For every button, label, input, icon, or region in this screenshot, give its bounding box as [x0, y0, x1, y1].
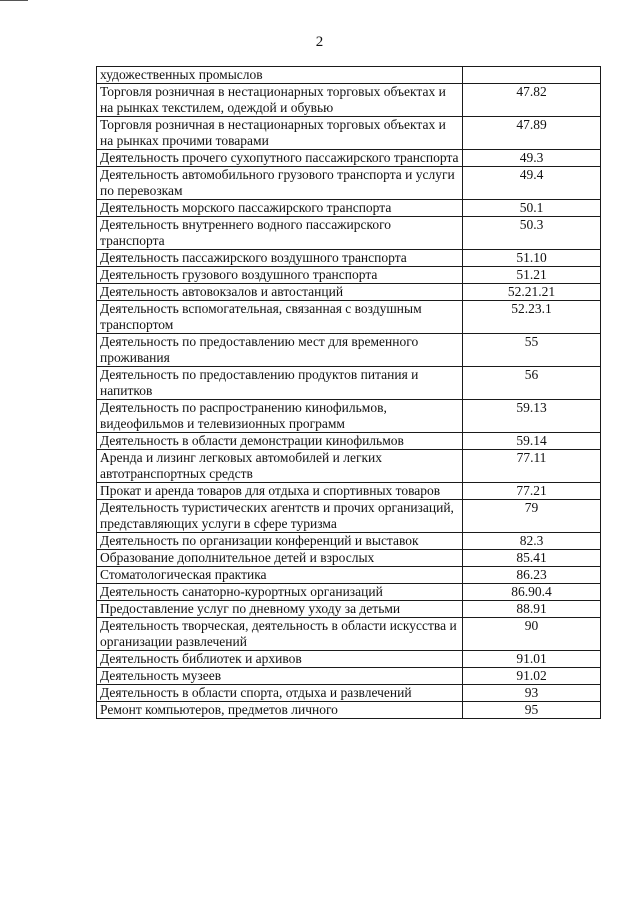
okved-code-cell: 52.23.1: [463, 301, 601, 334]
table-row: [97, 84, 601, 117]
table-row: [97, 433, 601, 450]
table-row: [97, 217, 601, 250]
activity-name-cell: Прокат и аренда товаров для отдыха и спортивных товаров: [97, 483, 463, 500]
activity-name-cell: Деятельность по предоставлению продуктов питания и напитков: [97, 367, 463, 400]
okved-code-cell: 56: [463, 367, 601, 400]
table-row: [97, 601, 601, 618]
okved-code-cell: 51.10: [463, 250, 601, 267]
table-row: [97, 67, 601, 84]
table-row: [97, 550, 601, 567]
table-row: [97, 668, 601, 685]
table-body: [97, 67, 601, 719]
activity-name-cell: Деятельность туристических агентств и прочих организаций, представляющих услуги в сфере туризма: [97, 500, 463, 533]
okved-code-cell: 55: [463, 334, 601, 367]
activity-name-cell: Деятельность прочего сухопутного пассажирского транспорта: [97, 150, 463, 167]
okved-code-cell: 90: [463, 618, 601, 651]
okved-code-cell: 50.3: [463, 217, 601, 250]
activity-name-cell: Деятельность автовокзалов и автостанций: [97, 284, 463, 301]
okved-code-cell: 91.02: [463, 668, 601, 685]
activity-name-cell: художественных промыслов: [97, 67, 463, 84]
activity-name-cell: Деятельность библиотек и архивов: [97, 651, 463, 668]
okved-code-cell: 59.13: [463, 400, 601, 433]
activity-name-cell: Деятельность автомобильного грузового транспорта и услуги по перевозкам: [97, 167, 463, 200]
okved-code-cell: 85.41: [463, 550, 601, 567]
table-row: [97, 250, 601, 267]
activity-name-cell: Стоматологическая практика: [97, 567, 463, 584]
activity-name-cell: Деятельность санаторно-курортных организаций: [97, 584, 463, 601]
activity-name-cell: Торговля розничная в нестационарных торговых объектах и на рынках текстилем, одеждой и обувью: [97, 84, 463, 117]
table-row: [97, 284, 601, 301]
activity-name-cell: Деятельность музеев: [97, 668, 463, 685]
table-row: [97, 533, 601, 550]
activity-name-cell: Аренда и лизинг легковых автомобилей и легких автотранспортных средств: [97, 450, 463, 483]
activity-name-cell: Предоставление услуг по дневному уходу за детьми: [97, 601, 463, 618]
okved-code-cell: 50.1: [463, 200, 601, 217]
activity-name-cell: Деятельность грузового воздушного транспорта: [97, 267, 463, 284]
table-row: [97, 483, 601, 500]
okved-code-cell: 77.21: [463, 483, 601, 500]
table-row: [97, 167, 601, 200]
okved-code-cell: 86.23: [463, 567, 601, 584]
okved-code-cell: 79: [463, 500, 601, 533]
okved-activity-table: [96, 66, 601, 719]
okved-code-cell: 77.11: [463, 450, 601, 483]
activity-name-cell: Деятельность в области демонстрации кинофильмов: [97, 433, 463, 450]
activity-name-cell: Деятельность внутреннего водного пассажирского транспорта: [97, 217, 463, 250]
activity-name-cell: Образование дополнительное детей и взрослых: [97, 550, 463, 567]
okved-code-cell: 47.89: [463, 117, 601, 150]
activity-name-cell: Деятельность по предоставлению мест для временного проживания: [97, 334, 463, 367]
okved-code-cell: 88.91: [463, 601, 601, 618]
okved-code-cell: 82.3: [463, 533, 601, 550]
activity-name-cell: Ремонт компьютеров, предметов личного: [97, 702, 463, 719]
okved-code-cell: [463, 67, 601, 84]
okved-code-cell: 52.21.21: [463, 284, 601, 301]
table-row: [97, 301, 601, 334]
okved-code-cell: 59.14: [463, 433, 601, 450]
activity-name-cell: Деятельность пассажирского воздушного транспорта: [97, 250, 463, 267]
activity-name-cell: Деятельность вспомогательная, связанная с воздушным транспортом: [97, 301, 463, 334]
table-row: [97, 117, 601, 150]
table-row: [97, 150, 601, 167]
activity-name-cell: Деятельность по распространению кинофильмов, видеофильмов и телевизионных программ: [97, 400, 463, 433]
okved-code-cell: 86.90.4: [463, 584, 601, 601]
table-row: [97, 702, 601, 719]
table-row: [97, 450, 601, 483]
okved-code-cell: 93: [463, 685, 601, 702]
okved-code-cell: 49.3: [463, 150, 601, 167]
table-row: [97, 200, 601, 217]
table-row: [97, 400, 601, 433]
okved-code-cell: 47.82: [463, 84, 601, 117]
table-row: [97, 584, 601, 601]
table-row: [97, 618, 601, 651]
activity-name-cell: Деятельность творческая, деятельность в области искусства и организации развлечений: [97, 618, 463, 651]
table-row: [97, 500, 601, 533]
table-row: [97, 334, 601, 367]
scan-corner-mark: [0, 0, 28, 1]
okved-code-cell: 49.4: [463, 167, 601, 200]
activity-name-cell: Деятельность морского пассажирского транспорта: [97, 200, 463, 217]
table-row: [97, 567, 601, 584]
table-row: [97, 651, 601, 668]
table-row: [97, 367, 601, 400]
okved-code-cell: 95: [463, 702, 601, 719]
activity-name-cell: Деятельность в области спорта, отдыха и развлечений: [97, 685, 463, 702]
table-row: [97, 267, 601, 284]
activity-name-cell: Деятельность по организации конференций и выставок: [97, 533, 463, 550]
table-row: [97, 685, 601, 702]
okved-code-cell: 51.21: [463, 267, 601, 284]
activity-name-cell: Торговля розничная в нестационарных торговых объектах и на рынках прочими товарами: [97, 117, 463, 150]
page-number: 2: [315, 34, 324, 50]
okved-code-cell: 91.01: [463, 651, 601, 668]
